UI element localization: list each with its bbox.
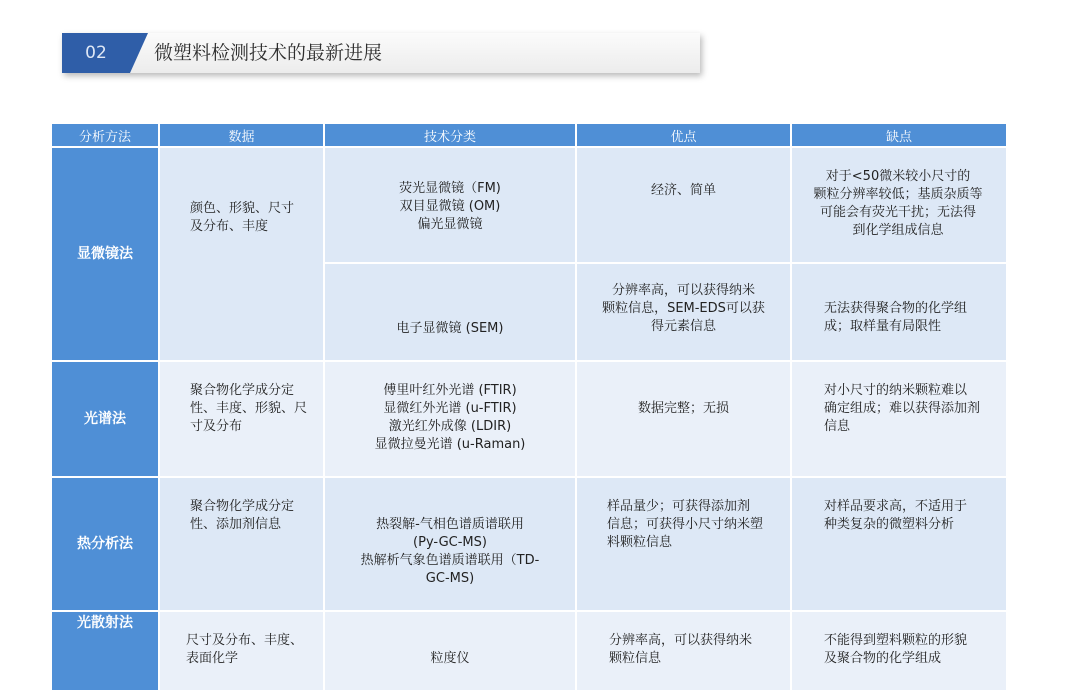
technique-text: 荧光显微镜（FM) 双目显微镜 (OM) 偏光显微镜 xyxy=(399,181,501,232)
column-header-method: 分析方法 xyxy=(51,123,159,147)
technique-cell xyxy=(324,611,576,691)
technique-text: 热裂解-气相色谱质谱联用 (Py-GC-MS) 热解析气象色谱质谱联用（TD- GC-MS) xyxy=(360,517,540,586)
pros-cell xyxy=(576,147,791,263)
cons-text: 不能得到塑料颗粒的形貌 及聚合物的化学组成 xyxy=(824,633,968,666)
cons-text: 对小尺寸的纳米颗粒难以 确定组成；难以获得添加剂 信息 xyxy=(824,383,981,434)
method-cell: 热分析法 xyxy=(51,477,159,611)
column-header-technique: 技术分类 xyxy=(324,123,576,147)
cons-cell xyxy=(791,611,1007,691)
data-cell xyxy=(159,477,324,611)
method-cell: 显微镜法 xyxy=(51,147,159,361)
method-cell: 光散射法 xyxy=(51,611,159,691)
pros-cell xyxy=(576,263,791,361)
data-text: 聚合物化学成分定 性、丰度、形貌、尺 寸及分布 xyxy=(190,383,308,434)
technique-cell xyxy=(324,147,576,263)
pros-text: 数据完整；无损 xyxy=(637,401,729,416)
data-cell xyxy=(159,361,324,477)
cons-cell xyxy=(791,263,1007,361)
data-text: 聚合物化学成分定 性、添加剂信息 xyxy=(190,499,295,532)
table-row xyxy=(51,147,1007,263)
column-header-disadvantages: 缺点 xyxy=(791,123,1007,147)
cons-cell xyxy=(791,477,1007,611)
pros-cell xyxy=(576,361,791,477)
data-text: 尺寸及分布、丰度、 表面化学 xyxy=(186,633,304,666)
technique-text: 傅里叶红外光谱 (FTIR) 显微红外光谱 (u-FTIR) 激光红外成像 (LDIR) 显微拉曼光谱 (u-Raman) xyxy=(374,383,526,452)
data-text: 颜色、形貌、尺寸 及分布、丰度 xyxy=(190,201,295,234)
table-header-row xyxy=(51,123,1007,147)
cons-text: 无法获得聚合物的化学组 成；取样量有局限性 xyxy=(824,301,968,334)
pros-text: 样品量少；可获得添加剂 信息；可获得小尺寸纳米塑 料颗粒信息 xyxy=(607,499,764,550)
slide-title-bar xyxy=(62,33,700,73)
table-row xyxy=(51,361,1007,477)
technique-cell xyxy=(324,477,576,611)
slide-title: 微塑料检测技术的最新进展 xyxy=(154,42,383,64)
cons-text: 对样品要求高，不适用于 种类复杂的微塑料分析 xyxy=(824,499,968,532)
cons-cell xyxy=(791,361,1007,477)
table-row xyxy=(51,611,1007,691)
data-cell xyxy=(159,611,324,691)
pros-text: 经济、简单 xyxy=(650,183,716,198)
cons-text: 对于<50微米较小尺寸的 颗粒分辨率较低；基质杂质等 可能会有荧光干扰；无法得 到化学组成信息 xyxy=(813,169,983,238)
technique-cell xyxy=(324,361,576,477)
data-cell xyxy=(159,147,324,361)
cons-cell xyxy=(791,147,1007,263)
pros-cell xyxy=(576,477,791,611)
technique-cell xyxy=(324,263,576,361)
table-row xyxy=(51,477,1007,611)
pros-cell xyxy=(576,611,791,691)
column-header-data: 数据 xyxy=(159,123,324,147)
technique-text: 粒度仪 xyxy=(430,651,470,666)
method-cell: 光谱法 xyxy=(51,361,159,477)
section-number-badge: 02 xyxy=(62,33,130,73)
technique-text: 电子显微镜 (SEM) xyxy=(396,321,504,336)
pros-text: 分辨率高，可以获得纳米 颗粒信息，SEM-EDS可以获 得元素信息 xyxy=(602,283,765,334)
pros-text: 分辨率高，可以获得纳米 颗粒信息 xyxy=(609,633,753,666)
column-header-advantages: 优点 xyxy=(576,123,791,147)
